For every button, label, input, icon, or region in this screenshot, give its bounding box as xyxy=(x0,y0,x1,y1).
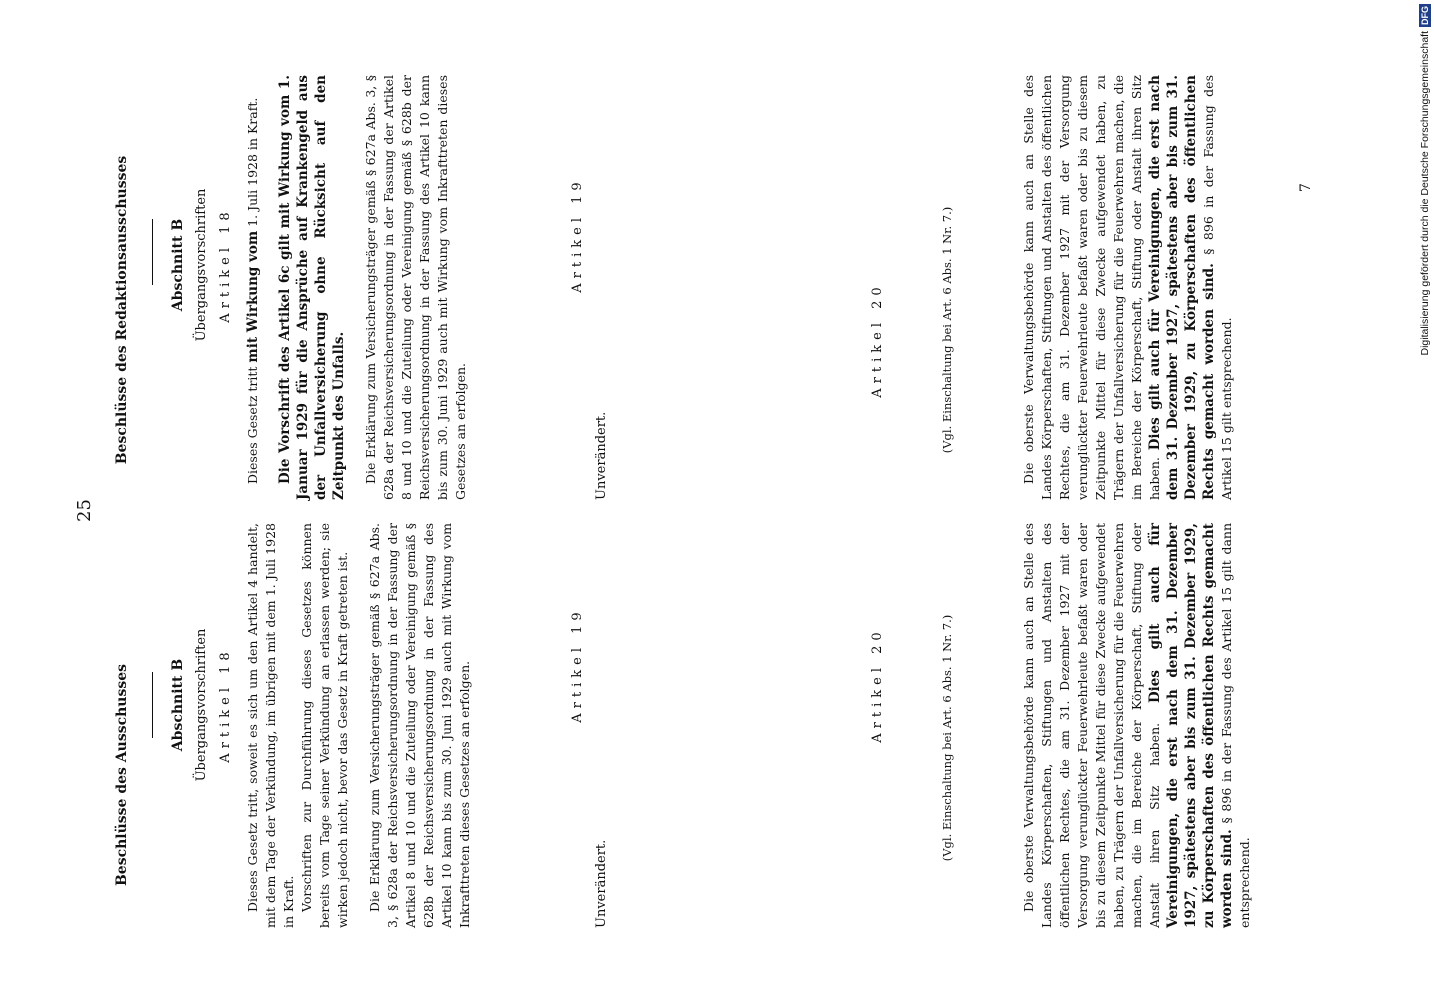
dfg-logo: DFG xyxy=(1420,6,1431,25)
left-article-18-body xyxy=(244,523,474,928)
right-article-19-title: Artikel 19 xyxy=(570,177,585,293)
attribution-text: Digitalisierung gefördert durch die Deutsche Forschungsgemeinschaft xyxy=(1419,31,1431,356)
right-article-18-paragraph-3: Die Erklärung zum Versicherungsträger gemäß § 627a Abs. 3, § 628a der Reichsversicherungsordnung in der Fassung der Artikel 8 und 10 und die Zuteilung oder Vereinigung gemäß § 628b der Reichsversicherungsordnung in der Fassung des Artikel 10 kann bis zum 30. Juni 1929 auch mit Wirkung vom Inkrafttreten dieses Gesetzes an erfolgen. xyxy=(363,75,468,500)
right-article-19-text: Unverändert. xyxy=(594,411,609,500)
right-article-20-title: Artikel 20 xyxy=(870,282,885,398)
left-article-20-note: (Vgl. Einschaltung bei Art. 6 Abs. 1 Nr. 7.) xyxy=(940,614,954,862)
right-section-title: Abschnitt B xyxy=(170,218,186,312)
right-article-18-text: Dieses Gesetz tritt xyxy=(245,366,260,484)
left-article-18-title: Artikel 18 xyxy=(218,647,233,763)
left-article-20-body xyxy=(1020,523,1254,928)
right-article-20-bold-text: Dies gilt auch für Vereinigungen, die erst nach dem 31. Dezember 1927, spätestens aber bis zum 31. Dezember 1929, zu Körperschaften des öffentlichen Rechts gemacht worden sind. xyxy=(1147,75,1217,500)
left-article-18-paragraph-1: Dieses Gesetz tritt, soweit es sich um den Artikel 4 handelt, mit dem Tage der Verkündung, im übrigen mit dem 1. Juli 1928 in Kraft. xyxy=(245,523,296,928)
left-article-20-bold-text: Dies gilt auch für Vereinigungen, die erst nach dem 31. Dezember 1927, spätestens aber bis zum 31. Dezember 1929, zu Körperschaften des öffentlichen Rechts gemacht worden sind. xyxy=(1147,523,1235,928)
left-article-20-title: Artikel 20 xyxy=(870,627,885,743)
left-heading: Beschlüsse des Ausschusses xyxy=(114,663,130,887)
left-article-19-text: Unverändert. xyxy=(594,839,609,928)
right-heading-rule xyxy=(152,219,153,285)
left-article-20-text-end: § 896 in der Fassung des Artikel 15 gilt dann entsprechend. xyxy=(1219,523,1252,928)
page-number: 25 xyxy=(74,499,95,522)
left-section-title: Abschnitt B xyxy=(170,658,186,752)
right-article-18-body xyxy=(244,75,470,500)
right-article-18-title: Artikel 18 xyxy=(218,207,233,323)
right-heading: Beschlüsse des Redaktionsausschusses xyxy=(114,155,130,465)
right-article-18-bold-paragraph: Die Vorschrift des Artikel 6c gilt mit Wirkung vom 1. Januar 1929 für die Ansprüche auf Krankengeld aus der Unfallversicherung ohne Rücksicht auf den Zeitpunkt des Unfalls. xyxy=(277,75,347,500)
left-article-18-paragraph-2: Vorschriften zur Durchführung dieses Gesetzes können bereits vom Tage seiner Verkündung an erlassen werden; sie wirken jedoch nicht, bevor das Gesetz in Kraft getreten ist. xyxy=(299,523,350,928)
right-article-20-body xyxy=(1020,75,1236,500)
right-article-20-text-end: § 896 in der Fassung des Artikel 15 gilt entsprechend. xyxy=(1201,75,1234,500)
left-heading-rule xyxy=(152,672,153,738)
attribution-strip xyxy=(1414,4,1434,396)
right-article-18-bold-text: mit Wirkung vom xyxy=(245,230,261,363)
left-article-20-text: Die oberste Verwaltungsbehörde kann auch an Stelle des Landes Körperschaften, Stiftungen und Anstalten des öffentlichen Rechtes, die am 31. Dezember 1927 mit der Versorgung verunglückter Feuerwehrleute befaßt waren oder bis zu diesem Zeitpunkte Mittel für diese Zwecke aufgewendet haben, zu Trägern der Unfallversicherung für die Feuerwehren machen, die im Bereiche der Körperschaft, Stiftung oder Anstalt ihren Sitz haben. xyxy=(1021,523,1162,928)
left-article-19-title: Artikel 19 xyxy=(570,607,585,723)
left-article-18-paragraph-3: Die Erklärung zum Versicherungsträger gemäß § 627a Abs. 3, § 628a der Reichsversicherungsordnung in der Fassung der Artikel 8 und 10 und die Zuteilung oder Vereinigung gemäß § 628b der Reichsversicherungsordnung in der Fassung des Artikel 10 kann bis zum 30. Juni 1929 auch mit Wirkung vom Inkrafttreten dieses Gesetzes an erfolgen. xyxy=(367,523,472,928)
right-article-20-note: (Vgl. Einschaltung bei Art. 6 Abs. 1 Nr. 7.) xyxy=(940,206,954,454)
left-subheading: Übergangsvorschriften xyxy=(194,628,209,782)
sheet-number: 7 xyxy=(1298,183,1314,192)
right-article-18-text-end: 1. Juli 1928 in Kraft. xyxy=(245,97,260,227)
right-subheading: Übergangsvorschriften xyxy=(194,188,209,342)
right-article-20-text: Die oberste Verwaltungsbehörde kann auch an Stelle des Landes Körperschaften, Stiftungen und Anstalten des öffentlichen Rechtes, die am 31. Dezember 1927 mit der Versorgung verunglückter Feuerwehrleute befaßt waren oder bis zu diesem Zeitpunkte Mittel für diese Zwecke aufgewendet haben, zu Trägern der Unfallversicherung für die Feuerwehren machen, die im Bereiche der Körperschaft, Stiftung oder Anstalt ihren Sitz haben. xyxy=(1021,75,1162,500)
